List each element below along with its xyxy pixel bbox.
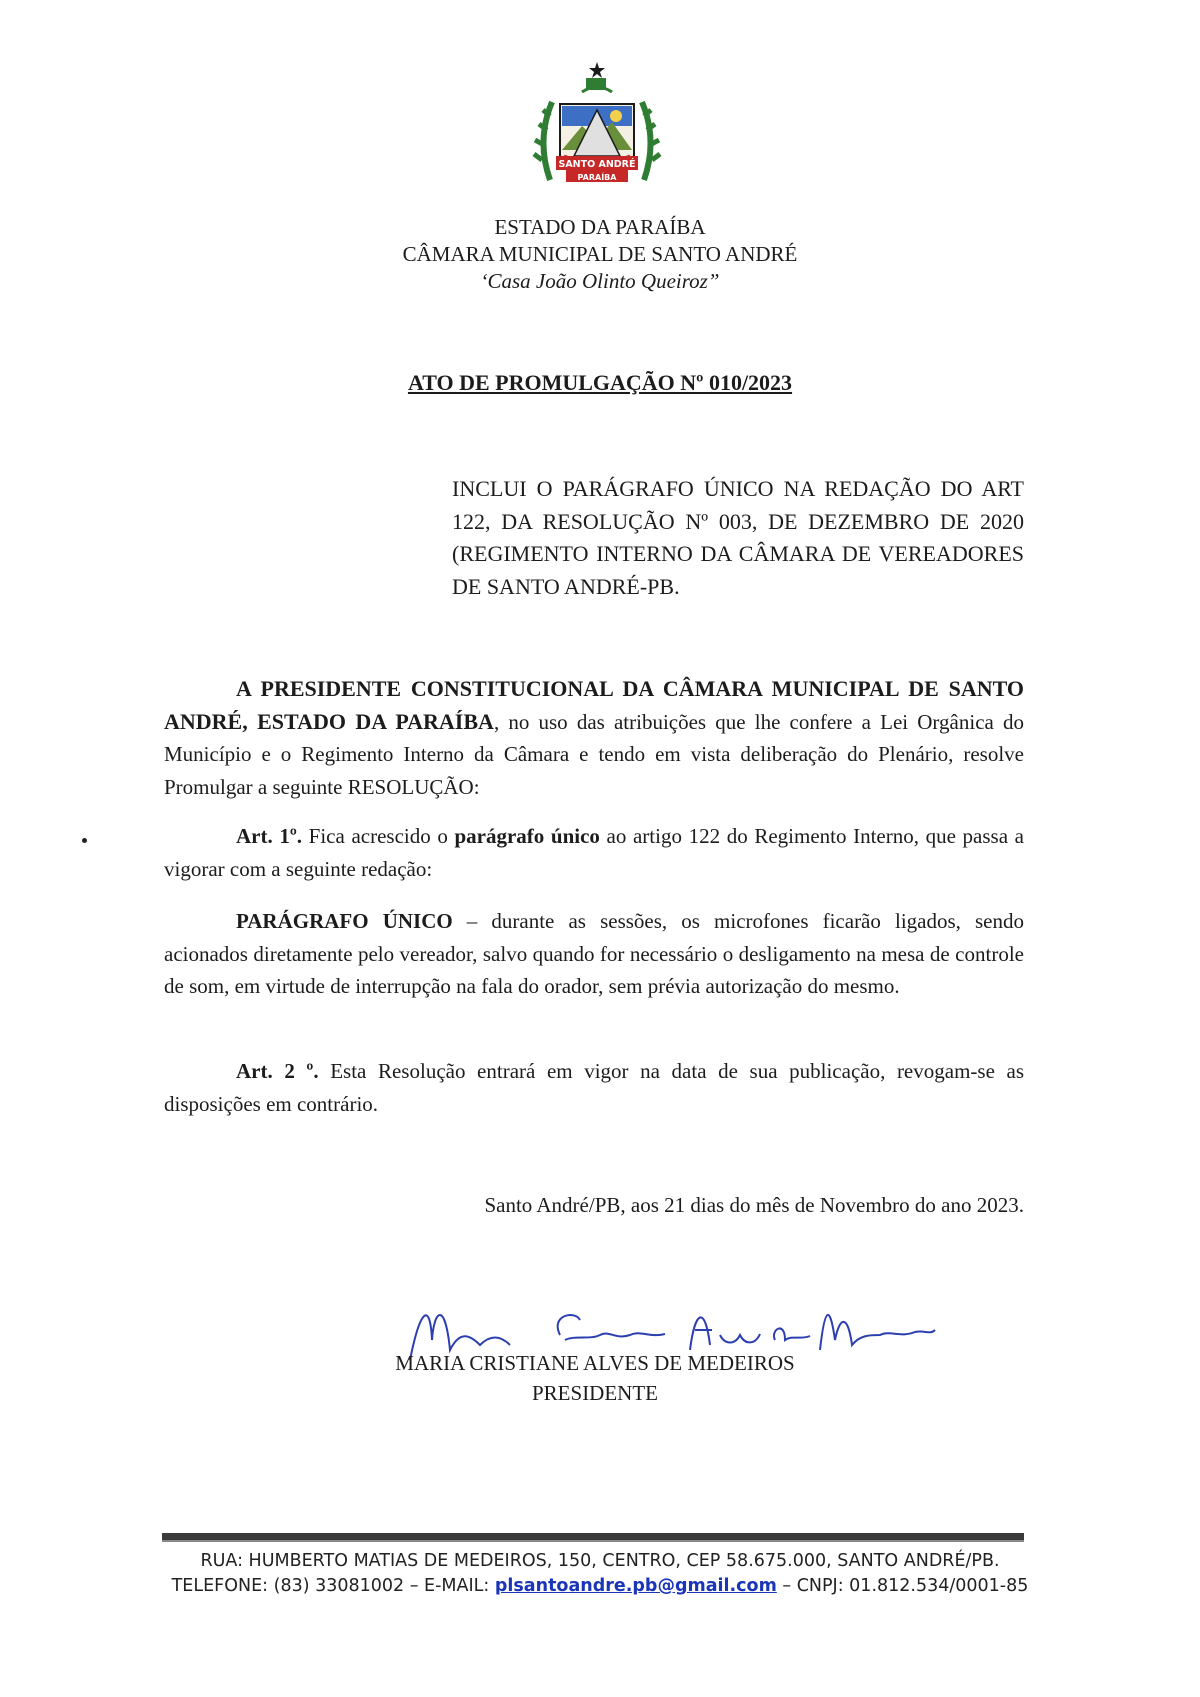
ementa-summary: INCLUI O PARÁGRAFO ÚNICO NA REDAÇÃO DO ART 122, DA RESOLUÇÃO Nº 003, DE DEZEMBRO DE 2020 (REGIMENTO INTERNO DA CÂMARA DE VEREADORES DE SANTO ANDRÉ-PB. [452,476,1024,599]
scan-speck [82,838,87,843]
document-footer [0,1549,1200,1599]
municipal-coat-of-arms [522,60,672,210]
paragrafo-unico-text: – durante as sessões, os microfones ficarão ligados, sendo acionados diretamente pelo vereador, salvo quando for necessário o desligamento na mesa de controle de som, em virtude de interrupção na fala do orador, sem prévia autorização do mesmo. [164,909,1024,998]
document-title: ATO DE PROMULGAÇÃO Nº 010/2023 [407,370,793,395]
coat-of-arms-emblem [522,60,672,210]
svg-text:PARAÍBA: PARAÍBA [577,173,617,182]
chamber-name: CÂMARA MUNICIPAL DE SANTO ANDRÉ [402,242,798,266]
article-1-text-before: Fica acrescido o [302,824,455,848]
date-place-line: Santo André/PB, aos 21 dias do mês de Novembro do ano 2023. [484,1193,1024,1217]
footer-phone: TELEFONE: (83) 33081002 – E-MAIL: [171,1576,495,1596]
paragrafo-unico-label: PARÁGRAFO ÚNICO [236,909,453,933]
article-1 [164,820,1024,885]
preamble-paragraph [164,673,1024,803]
state-name: ESTADO DA PARAÍBA [494,215,706,239]
footer-email-link[interactable]: plsantoandre.pb@gmail.com [494,1576,777,1596]
footer-divider [162,1533,1024,1542]
article-1-label: Art. 1º. [236,824,303,848]
article-2-text: Esta Resolução entrará em vigor na data de sua publicação, revogam-se as disposições em contrário. [164,1059,1024,1116]
svg-text:SANTO ANDRÉ: SANTO ANDRÉ [558,159,636,170]
preamble-text: , no uso das atribuições que lhe confere a Lei Orgânica do Município e o Regimento Interno da Câmara e tendo em vista deliberação do Plenário, resolve Promulgar a seguinte RESOLUÇÃO: [164,709,1024,799]
article-2 [164,1055,1024,1120]
signer-block [340,1348,850,1408]
footer-address: RUA: HUMBERTO MATIAS DE MEDEIROS, 150, CENTRO, CEP 58.675.000, SANTO ANDRÉ/PB. [200,1551,1000,1571]
article-1-text-after: ao artigo 122 do Regimento Interno, que passa a vigorar com a seguinte redação: [164,824,1024,881]
article-1-bold: parágrafo único [454,824,600,848]
chamber-motto: ‘Casa João Olinto Queiroz” [480,269,720,293]
preamble-bold: A PRESIDENTE CONSTITUCIONAL DA CÂMARA MUNICIPAL DE SANTO ANDRÉ, ESTADO DA PARAÍBA [164,676,1024,734]
footer-contact [0,1574,1200,1599]
document-header [0,214,1200,295]
footer-cnpj: – CNPJ: 01.812.534/0001-85 [776,1576,1029,1596]
article-2-label: Art. 2 º. [236,1059,319,1083]
signer-name: MARIA CRISTIANE ALVES DE MEDEIROS [395,1351,795,1375]
paragrafo-unico [164,905,1024,1003]
signer-role: PRESIDENTE [532,1381,658,1405]
